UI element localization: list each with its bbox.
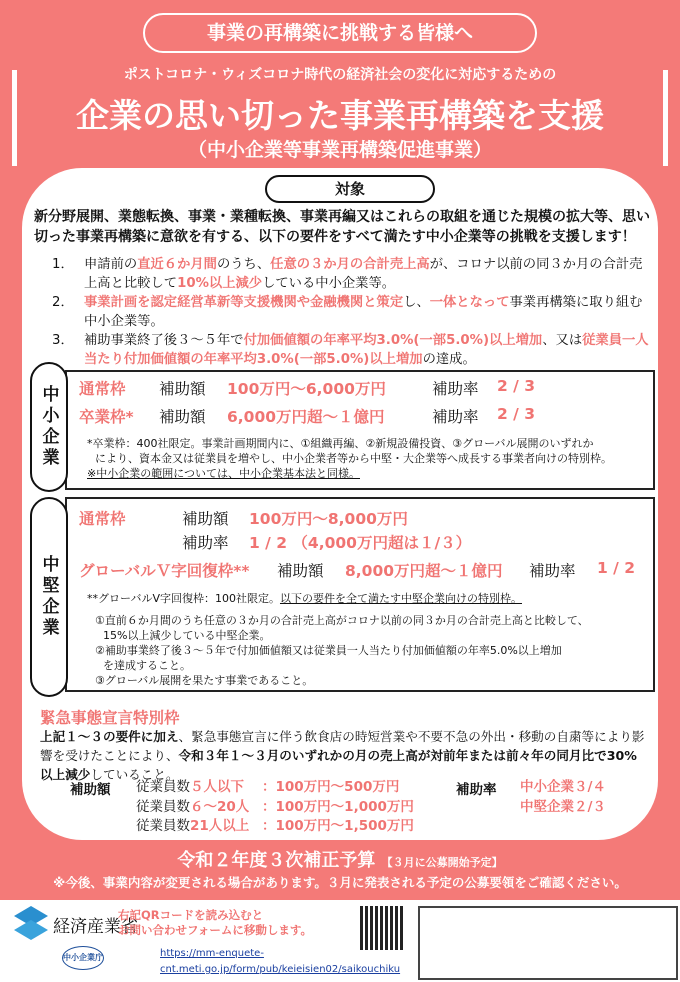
global-note-underline: 以下の要件を全て満たす中堅企業向けの特別枠。 <box>279 592 522 605</box>
highlight-text: 任意の３か月の合計売上高 <box>270 257 430 272</box>
text-segment: 申請前の <box>84 257 138 272</box>
highlight-text: 直近６か月間 <box>137 257 217 272</box>
condition: ③グローバル展開を果たす事業であること。 <box>95 674 314 687</box>
rate-value: 2 / 3 <box>497 405 536 423</box>
amount-label: 補助額 <box>159 380 206 398</box>
sme-note: ※中小企業の範囲については、中小企業基本法と同様。 <box>87 467 360 480</box>
tier-amount: ：100万円～1,000万円 <box>262 798 414 815</box>
text-segment: している中小企業等。 <box>262 276 396 291</box>
condition: 15%以上減少している中堅企業。 <box>103 629 271 642</box>
text-segment: のうち、 <box>216 257 271 272</box>
midsize-box <box>65 497 655 692</box>
req-num: 3． <box>52 333 74 348</box>
highlight-text: 事業計画を認定経営革新等支援機関や金融機関と策定 <box>84 295 404 310</box>
inquiry-link[interactable] <box>160 946 400 978</box>
budget-schedule: 【３月に公募開始予定】 <box>381 856 503 869</box>
sme-side-label: 中小企業 <box>30 362 68 492</box>
frame-name: 通常枠 <box>79 380 126 398</box>
qr-text: お問い合わせフォームに移動します。 <box>118 923 313 937</box>
amount-value: 100万円～8,000万円 <box>249 510 408 528</box>
header-pill: 事業の再構築に挑戦する皆様へ <box>143 13 537 53</box>
rate-label: 補助率 <box>432 408 479 426</box>
text-segment: し、 <box>403 295 430 310</box>
sme-note: *卒業枠：400社限定。事業計画期間内に、①組織再編、②新規設備投資、③グローバル展開のいずれか <box>87 437 594 450</box>
text-segment: 上記１～３の要件に加え <box>40 729 179 744</box>
amount-value: 100万円～6,000万円 <box>227 380 386 398</box>
amount-value: 6,000万円超～１億円 <box>227 408 385 426</box>
highlight-text: 従業員一人当たり付加価値額の年率平均3.0%(一部5.0%)以上増加 <box>84 333 649 367</box>
target-label: 対象 <box>265 175 435 203</box>
rate-sme: 中小企業３/４ <box>520 779 606 795</box>
text-segment: 令和３年１～３月のいずれかの月の売上高が対前年または前々年の同月比で30%以上減少 <box>40 748 637 782</box>
req-num: 2． <box>52 295 74 310</box>
rate-label: 補助率 <box>432 380 479 398</box>
amount-label: 補助額 <box>182 510 229 528</box>
sme-box <box>65 370 655 490</box>
rate-mid: 中堅企業２/３ <box>520 798 606 815</box>
url-line[interactable]: https://mm-enquete- <box>160 948 264 959</box>
agency-logo: 中小企業庁 <box>62 946 104 970</box>
highlight-text: 一体となって <box>429 295 510 310</box>
ministry-name: 経済産業省 <box>53 917 138 937</box>
frame-name: 卒業枠* <box>79 408 134 426</box>
footer <box>0 900 680 982</box>
req-num: 1． <box>52 257 74 272</box>
rate-label: 補助率 <box>529 562 576 580</box>
blank-box <box>418 906 678 980</box>
highlight-text: 10%以上減少 <box>177 276 263 291</box>
tier-label: 従業員数 <box>136 818 190 834</box>
tier-label: 従業員数 <box>136 798 190 815</box>
amount-value: 8,000万円超～１億円 <box>345 562 503 580</box>
requirement-1 <box>52 255 652 293</box>
amount-label: 補助額 <box>159 408 206 426</box>
text-segment: 補助事業終了後３～５年で <box>84 333 244 348</box>
emergency-rate-label: 補助率 <box>456 782 497 798</box>
qr-code[interactable] <box>360 906 404 950</box>
url-line[interactable]: cnt.meti.go.jp/form/pub/keieisien02/saikouchiku <box>160 964 401 975</box>
emergency-text <box>40 727 645 784</box>
tier-size: ５人以下 <box>190 779 244 795</box>
emergency-amount-label: 補助額 <box>70 782 111 798</box>
condition: ①直前６か月間のうち任意の３か月の合計売上高がコロナ以前の同３か月の合計売上高と比較して、 <box>95 614 589 627</box>
text-segment: していること。 <box>90 767 179 782</box>
highlight-text: 付加価値額の年率平均3.0%(一部5.0%)以上増加 <box>243 333 543 348</box>
condition: を達成すること。 <box>103 659 191 672</box>
amount-label: 補助額 <box>277 562 324 580</box>
tier-size: 21人以上 <box>190 818 250 834</box>
tier-label: 従業員数 <box>136 779 190 795</box>
header-subtitle: ポストコロナ・ウィズコロナ時代の経済社会の変化に対応するための <box>123 67 557 83</box>
program-name: （中小企業等事業再構築促進事業） <box>187 139 492 161</box>
global-note: **グローバルV字回復枠：100社限定。 <box>87 592 280 605</box>
text-segment: 、緊急事態宣言に伴う飲食店の時短営業や不要不急の外出・移動の自粛等により影響を受けたことにより、 <box>40 729 645 763</box>
tier-amount: ：100万円～500万円 <box>262 779 400 795</box>
page-title: 企業の思い切った事業再構築を支援 <box>76 96 604 135</box>
midsize-side-label: 中堅企業 <box>30 497 68 697</box>
requirement-3 <box>52 331 652 369</box>
qr-text: 右記QRコードを読み込むと <box>118 908 264 922</box>
rate-value: 1 / 2 （4,000万円超は１/３） <box>249 534 472 552</box>
text-segment: 、又は <box>542 333 583 348</box>
tier-amount: ：100万円～1,500万円 <box>262 818 414 834</box>
condition: ②補助事業終了後３～５年で付加価値額又は従業員一人当たり付加価値額の年率5.0%以上増加 <box>95 644 562 657</box>
budget-notice: ※今後、事業内容が変更される場合があります。３月に発表される予定の公募要領をご確認ください。 <box>53 875 627 890</box>
frame-name: 通常枠 <box>79 510 126 528</box>
frame-name: グローバルＶ字回復枠** <box>79 562 250 580</box>
rate-value: 2 / 3 <box>497 377 536 395</box>
text-segment: 事業再構築に取り組む中小企業等。 <box>84 295 643 329</box>
meti-logo-icon <box>14 906 48 940</box>
tier-size: ６～20人 <box>190 798 250 815</box>
rate-value: 1 / 2 <box>597 559 636 577</box>
emergency-title: 緊急事態宣言特別枠 <box>40 709 180 727</box>
requirement-2 <box>52 293 652 331</box>
sme-note: により、資本金又は従業員を増やし、中小企業者等から中堅・大企業等へ成長する事業者向けの特別枠。 <box>95 452 612 465</box>
text-segment: が、コロナ以前の同３か月の合計売上高と比較して <box>84 257 643 291</box>
target-intro: 新分野展開、業態転換、事業・業種転換、事業再編又はこれらの取組を通じた規模の拡大等、思い切った事業再構築に意欲を有する、以下の要件をすべて満たす中小企業等の挑戦を支援します！ <box>34 209 650 245</box>
text-segment: の達成。 <box>422 352 476 367</box>
budget-title: 令和２年度３次補正予算 <box>177 850 376 871</box>
emergency-tiers <box>136 778 414 837</box>
rate-label: 補助率 <box>182 534 229 552</box>
